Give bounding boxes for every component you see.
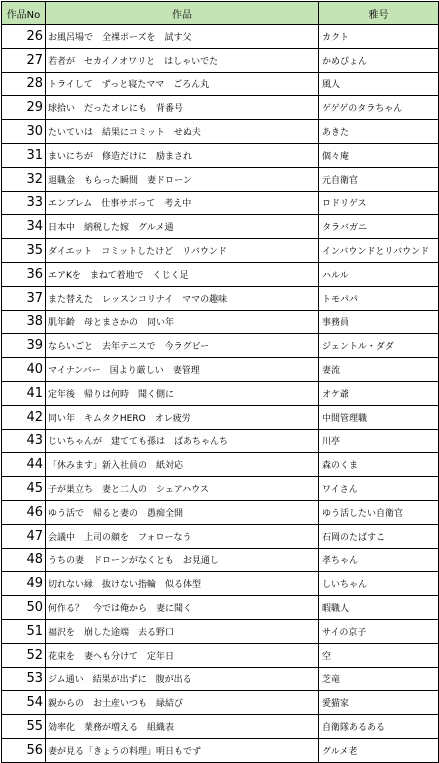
entry-number-cell[interactable]: 53 (2, 667, 46, 691)
table-row (2, 429, 439, 453)
senryu-text-cell[interactable]: 効率化 業務が増える 組織表 (46, 715, 319, 739)
table-row (2, 548, 439, 572)
entry-number-cell[interactable]: 36 (2, 262, 46, 286)
senryu-text-cell[interactable]: 「休みます」新入社員の 紙対応 (46, 453, 319, 477)
senryu-text-cell[interactable]: うちの妻 ドローンがなくとも お見通し (46, 548, 319, 572)
pen-name-cell[interactable]: タラバガニ (319, 215, 439, 239)
table-row (2, 667, 439, 691)
entry-number-cell[interactable]: 48 (2, 548, 46, 572)
senryu-text-cell[interactable]: 定年後 帰りは何時 聞く側に (46, 381, 319, 405)
pen-name-cell[interactable]: オケ爺 (319, 381, 439, 405)
senryu-text-cell[interactable]: 肌年齢 母とまさかの 同い年 (46, 310, 319, 334)
entry-number-cell[interactable]: 28 (2, 72, 46, 96)
entry-number-cell[interactable]: 32 (2, 167, 46, 191)
header-row (2, 2, 439, 25)
senryu-text-cell[interactable]: 妻が見る「きょうの料理」明日もでず (46, 738, 319, 762)
entry-number-cell[interactable]: 56 (2, 738, 46, 762)
table-row (2, 120, 439, 144)
entry-number-cell[interactable]: 55 (2, 715, 46, 739)
table-row (2, 167, 439, 191)
table-row (2, 334, 439, 358)
table-row (2, 72, 439, 96)
pen-name-cell[interactable]: 石岡のたばすこ (319, 524, 439, 548)
pen-name-cell[interactable]: 川亭 (319, 429, 439, 453)
table-row (2, 310, 439, 334)
pen-name-cell[interactable]: 孝ちゃん (319, 548, 439, 572)
pen-name-cell[interactable]: しいちゃん (319, 572, 439, 596)
table-row (2, 96, 439, 120)
senryu-text-cell[interactable]: マイナンバー 国より厳しい 妻管理 (46, 358, 319, 382)
senryu-text-cell[interactable]: ダイエット コミットしたけど リバウンド (46, 239, 319, 263)
entry-number-cell[interactable]: 38 (2, 310, 46, 334)
pen-name-cell[interactable]: 中間管理職 (319, 405, 439, 429)
table-row (2, 643, 439, 667)
table-row (2, 215, 439, 239)
table-row (2, 191, 439, 215)
entry-number-cell[interactable]: 43 (2, 429, 46, 453)
pen-name-cell[interactable]: 空 (319, 643, 439, 667)
pen-name-cell[interactable]: トモパパ (319, 286, 439, 310)
header-work[interactable]: 作品 (46, 2, 319, 25)
pen-name-cell[interactable]: ジェントル・ダダ (319, 334, 439, 358)
senryu-text-cell[interactable]: 花束を 妻へも分けて 定年日 (46, 643, 319, 667)
senryu-text-cell[interactable]: ジム通い 結果が出ずに 腹が出る (46, 667, 319, 691)
entry-number-cell[interactable]: 26 (2, 25, 46, 49)
table-row (2, 48, 439, 72)
senryu-text-cell[interactable]: 日本中 納税した嫁 グルメ通 (46, 215, 319, 239)
senryu-text-cell[interactable]: じいちゃんが 建てても孫は ばあちゃんち (46, 429, 319, 453)
senryu-text-cell[interactable]: 切れない縁 抜けない指輪 似る体型 (46, 572, 319, 596)
pen-name-cell[interactable]: ロドリゲス (319, 191, 439, 215)
table-row (2, 738, 439, 762)
pen-name-cell[interactable]: 風人 (319, 72, 439, 96)
entry-number-cell[interactable]: 49 (2, 572, 46, 596)
entry-number-cell[interactable]: 46 (2, 500, 46, 524)
senryu-table-sheet (1, 1, 438, 763)
table-row (2, 405, 439, 429)
pen-name-cell[interactable]: グルメ老 (319, 738, 439, 762)
entry-number-cell[interactable]: 40 (2, 358, 46, 382)
pen-name-cell[interactable]: 自衛隊あるある (319, 715, 439, 739)
entry-number-cell[interactable]: 37 (2, 286, 46, 310)
senryu-text-cell[interactable]: お風呂場で 全裸ポーズを 試す父 (46, 25, 319, 49)
senryu-text-cell[interactable]: まいにちが 修造だけに 励まされ (46, 143, 319, 167)
pen-name-cell[interactable]: インバウンドとリバウンド (319, 239, 439, 263)
senryu-text-cell[interactable]: ゆう活で 帰ると妻の 愚痴全開 (46, 500, 319, 524)
pen-name-cell[interactable]: かめぴょん (319, 48, 439, 72)
entry-number-cell[interactable]: 47 (2, 524, 46, 548)
senryu-text-cell[interactable]: 子が巣立ち 妻と二人の シェアハウス (46, 477, 319, 501)
table-row (2, 239, 439, 263)
table-row (2, 453, 439, 477)
senryu-text-cell[interactable]: トライして ずっと寝たママ ごろん丸 (46, 72, 319, 96)
table-row (2, 358, 439, 382)
entry-number-cell[interactable]: 54 (2, 691, 46, 715)
entry-number-cell[interactable]: 52 (2, 643, 46, 667)
entry-number-cell[interactable]: 29 (2, 96, 46, 120)
entry-number-cell[interactable]: 50 (2, 596, 46, 620)
table-row (2, 691, 439, 715)
pen-name-cell[interactable]: 事務員 (319, 310, 439, 334)
entry-number-cell[interactable]: 27 (2, 48, 46, 72)
senryu-text-cell[interactable]: 若者が セカイノオワリと はしゃいでた (46, 48, 319, 72)
senryu-text-cell[interactable]: 何作る？ 今では俺から 妻に聞く (46, 596, 319, 620)
entry-number-cell[interactable]: 35 (2, 239, 46, 263)
pen-name-cell[interactable]: サイの京子 (319, 619, 439, 643)
table-row (2, 524, 439, 548)
pen-name-cell[interactable]: 個々庵 (319, 143, 439, 167)
entry-number-cell[interactable]: 34 (2, 215, 46, 239)
pen-name-cell[interactable]: カクト (319, 25, 439, 49)
pen-name-cell[interactable]: 元自衛官 (319, 167, 439, 191)
senryu-text-cell[interactable]: 球拾い だったオレにも 背番号 (46, 96, 319, 120)
entries-table (1, 1, 439, 763)
table-row (2, 286, 439, 310)
entry-number-cell[interactable]: 44 (2, 453, 46, 477)
entry-number-cell[interactable]: 41 (2, 381, 46, 405)
senryu-text-cell[interactable]: 同い年 キムタクHERO オレ疲労 (46, 405, 319, 429)
entry-number-cell[interactable]: 31 (2, 143, 46, 167)
entry-number-cell[interactable]: 42 (2, 405, 46, 429)
table-row (2, 572, 439, 596)
entry-number-cell[interactable]: 51 (2, 619, 46, 643)
senryu-text-cell[interactable]: 親からの お土産いつも 緑結び (46, 691, 319, 715)
table-row (2, 477, 439, 501)
header-pen-name[interactable]: 雅号 (319, 2, 439, 25)
pen-name-cell[interactable]: 芝竜 (319, 667, 439, 691)
pen-name-cell[interactable]: あきた (319, 120, 439, 144)
pen-name-cell[interactable]: 愛猫家 (319, 691, 439, 715)
pen-name-cell[interactable]: ワイさん (319, 477, 439, 501)
senryu-text-cell[interactable]: 会議中 上司の顔を フォローなう (46, 524, 319, 548)
table-row (2, 25, 439, 49)
pen-name-cell[interactable]: ハルル (319, 262, 439, 286)
pen-name-cell[interactable]: 妻流 (319, 358, 439, 382)
entry-number-cell[interactable]: 33 (2, 191, 46, 215)
table-row (2, 262, 439, 286)
senryu-text-cell[interactable]: 退職金 もらった瞬間 妻ドローン (46, 167, 319, 191)
table-row (2, 143, 439, 167)
pen-name-cell[interactable]: 暇職人 (319, 596, 439, 620)
table-row (2, 715, 439, 739)
senryu-text-cell[interactable]: 福沢を 崩した途端 去る野口 (46, 619, 319, 643)
entry-number-cell[interactable]: 45 (2, 477, 46, 501)
senryu-text-cell[interactable]: たいていは 結果にコミット せぬ夫 (46, 120, 319, 144)
senryu-text-cell[interactable]: エアKを まねて着地で くじく足 (46, 262, 319, 286)
table-row (2, 596, 439, 620)
table-row (2, 619, 439, 643)
pen-name-cell[interactable]: ゆう活したい自衛官 (319, 500, 439, 524)
senryu-text-cell[interactable]: エンブレム 仕事サボって 考え中 (46, 191, 319, 215)
senryu-text-cell[interactable]: ならいごと 去年テニスで 今ラグビー (46, 334, 319, 358)
pen-name-cell[interactable]: 森のくま (319, 453, 439, 477)
pen-name-cell[interactable]: ゲゲゲのタラちゃん (319, 96, 439, 120)
entry-number-cell[interactable]: 39 (2, 334, 46, 358)
senryu-text-cell[interactable]: また替えた レッスンコリナイ ママの趣味 (46, 286, 319, 310)
header-no[interactable]: 作品No (2, 2, 46, 25)
table-row (2, 381, 439, 405)
table-body (2, 25, 439, 763)
table-row (2, 500, 439, 524)
entry-number-cell[interactable]: 30 (2, 120, 46, 144)
